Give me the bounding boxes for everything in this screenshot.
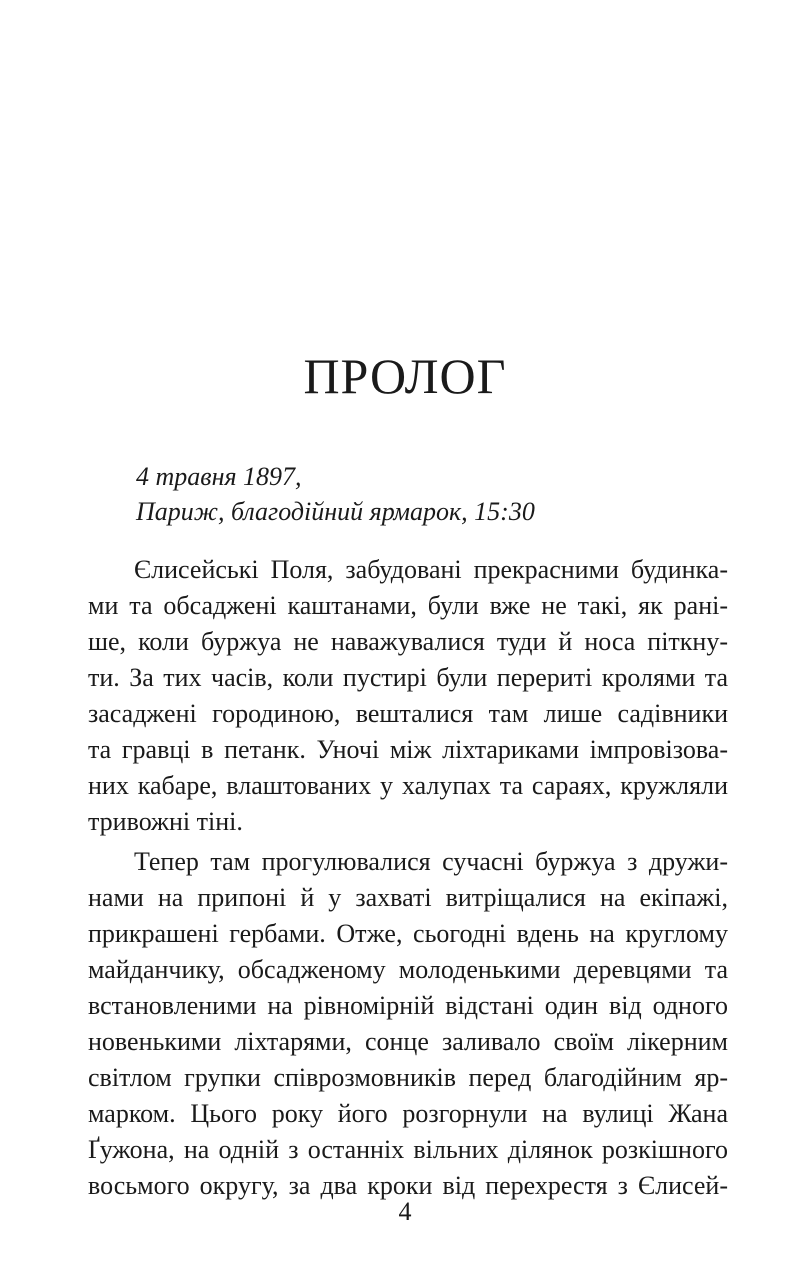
text-line: прикрашені гербами. Отже, сьогодні вдень на круглому <box>88 919 728 948</box>
text-line: майданчику, обсадженому молоденькими деревцями та <box>88 955 728 984</box>
text-line: ми та обсаджені каштанами, були вже не такі, як рані- <box>88 591 728 620</box>
text-line: них кабаре, влаштованих у халупах та сараях, кружляли <box>88 771 728 800</box>
text-line: Ґужона, на одній з останніх вільних ділянок розкішного <box>88 1135 728 1164</box>
text-line: світлом групки співрозмовників перед благодійним яр- <box>88 1063 728 1092</box>
text-line: марком. Цього року його розгорнули на вулиці Жана <box>88 1099 728 1128</box>
text-line: восьмого округу, за два кроки від перехрестя з Єлисей- <box>88 1171 728 1200</box>
epigraph-date: 4 травня 1897, <box>136 462 302 491</box>
chapter-title: ПРОЛОГ <box>303 348 507 404</box>
text-line: та гравці в петанк. Уночі між ліхтариками імпровізова- <box>88 735 728 764</box>
paragraph <box>88 844 728 1204</box>
page-number: 4 <box>398 1197 412 1226</box>
text-line: тривожні тіні. <box>88 807 243 836</box>
text-line: нами на припоні й у захваті витріщалися на екіпажі, <box>88 883 728 912</box>
epigraph <box>136 459 736 529</box>
text-line: ше, коли буржуа не наважувалися туди й носа піткну- <box>88 627 728 656</box>
paragraph <box>88 552 728 840</box>
text-line: встановленими на рівномірній відстані один від одного <box>88 991 728 1020</box>
text-line: Єлисейські Поля, забудовані прекрасними будинка- <box>134 555 728 584</box>
text-line: засаджені городиною, вешталися там лише садівники <box>88 699 728 728</box>
text-line: новенькими ліхтарями, сонце заливало своїм лікерним <box>88 1027 728 1056</box>
text-line: Тепер там прогулювалися сучасні буржуа з дружи- <box>134 847 728 876</box>
text-line: ти. За тих часів, коли пустирі були перериті кролями та <box>88 663 728 692</box>
epigraph-place: Париж, благодійний ярмарок, 15:30 <box>136 497 535 526</box>
